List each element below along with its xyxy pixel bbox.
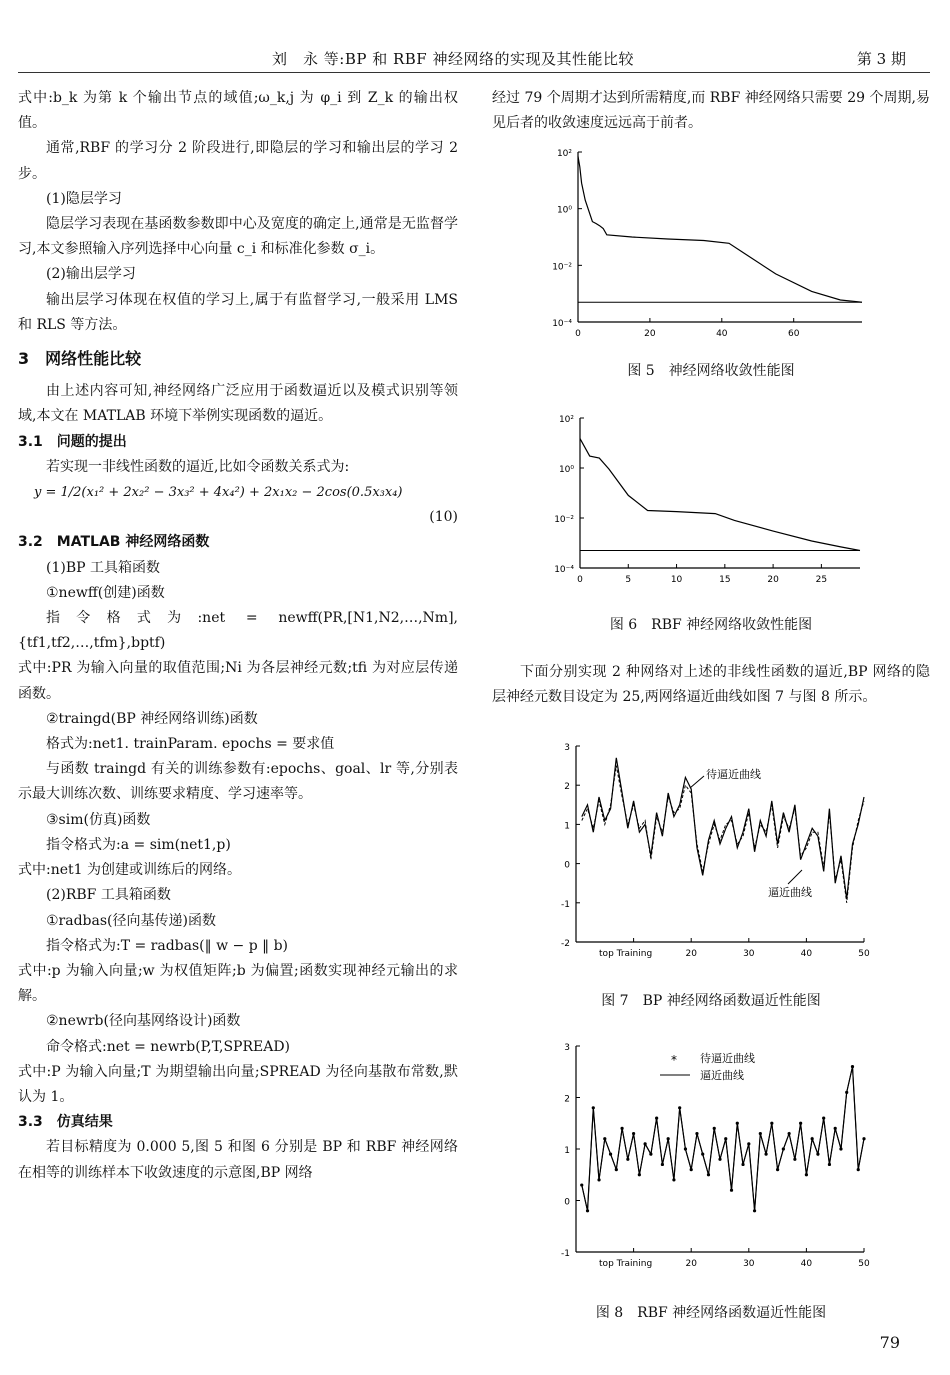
paragraph: 式中:net1 为创建或训练后的网络。	[18, 862, 242, 879]
legend-label: 待逼近曲线	[700, 1052, 755, 1065]
x-tick-label: 60	[787, 329, 800, 339]
y-tick-label: 0	[564, 860, 570, 871]
x-tick-label: 20	[644, 329, 656, 339]
subsection-heading: 3.3 仿真结果	[18, 1114, 113, 1131]
paragraph: 下面分别实现 2 种网络对上述的非线性函数的逼近,BP 网络的隐层神经元数目设定为 25,两网络逼近曲线如图 7 与图 8 所示。	[492, 664, 930, 706]
paragraph: (2)RBF 工具箱函数	[46, 887, 171, 904]
paragraph: 式中:PR 为输入向量的取值范围;Ni 为各层神经元数;tfi 为对应层传递函数。	[18, 660, 458, 702]
header-issue: 第 3 期	[856, 50, 906, 68]
x-tick-label: top Training	[599, 949, 653, 959]
series-line-2	[582, 1067, 864, 1211]
paragraph: 命令格式:net = newrb(P,T,SPREAD)	[46, 1038, 291, 1055]
x-tick-label: 30	[743, 949, 755, 959]
subsection-heading: 3.2 MATLAB 神经网络函数	[18, 534, 210, 551]
y-tick-label: 0	[564, 1197, 570, 1208]
header-rule	[18, 72, 930, 73]
y-tick-label: 10⁻⁴	[554, 565, 574, 575]
y-tick-label: 2	[564, 782, 570, 793]
paragraph: 指令格式为:a = sim(net1,p)	[46, 836, 231, 853]
equation: y = 1/2(x₁² + 2x₂² − 3x₃² + 4x₄²) + 2x₁x₂ − 2cos(0.5x₃x₄)	[34, 485, 403, 501]
x-tick-label: 0	[575, 329, 581, 339]
x-tick-label: 20	[685, 949, 697, 959]
y-tick-label: -2	[561, 939, 570, 949]
paragraph: ②newrb(径向基网络设计)函数	[46, 1013, 241, 1030]
paragraph: (1)BP 工具箱函数	[46, 559, 160, 576]
annotation-pointer	[690, 776, 704, 788]
y-tick-label: 10²	[558, 415, 574, 425]
series-line-1	[578, 156, 862, 302]
y-tick-label: 10⁰	[556, 205, 572, 216]
paragraph: 指令格式为:net = newff(PR,[N1,N2,…,Nm],{tf1,tf2,…,tfm},bptf)	[18, 610, 458, 652]
x-tick-label: 0	[577, 575, 583, 585]
running-header	[0, 48, 950, 70]
fig8-caption: 图 8 RBF 神经网络函数逼近性能图	[595, 1305, 827, 1321]
fig7-chart	[540, 738, 880, 972]
fig6-chart	[540, 406, 880, 598]
series-line-1	[580, 439, 860, 551]
y-tick-label: 2	[564, 1094, 570, 1105]
x-tick-label: 40	[800, 1259, 813, 1269]
x-tick-label: 5	[625, 575, 632, 585]
x-tick-label: 25	[815, 575, 828, 585]
y-tick-label: 10⁻²	[554, 515, 574, 525]
paragraph: 经过 79 个周期才达到所需精度,而 RBF 神经网络只需要 29 个周期,易见后者的收敛速度远远高于前者。	[492, 90, 930, 132]
right-top-text	[492, 86, 930, 136]
section-heading: 3 网络性能比较	[18, 349, 142, 369]
paragraph: (2)输出层学习	[46, 266, 136, 283]
paragraph: ①radbas(径向基传递)函数	[46, 912, 216, 929]
x-tick-label: 20	[685, 1259, 697, 1269]
paragraph: 输出层学习体现在权值的学习上,属于有监督学习,一般采用 LMS 和 RLS 等方法。	[18, 291, 458, 333]
paragraph: 隐层学习表现在基函数参数即中心及宽度的确定上,通常是无监督学习,本文参照输入序列选择中心向量 c_i 和标准化参数 σ_i。	[18, 216, 458, 258]
paragraph: 格式为:net1. trainParam. epochs = 要求值	[46, 736, 335, 753]
paragraph: ②traingd(BP 神经网络训练)函数	[46, 710, 258, 727]
annotation-pointer	[788, 870, 802, 884]
page-number: 79	[879, 1333, 900, 1352]
right-mid-text	[492, 660, 930, 710]
fig6-caption: 图 6 RBF 神经网络收敛性能图	[609, 617, 813, 633]
legend-marker-icon: *	[671, 1053, 677, 1067]
paragraph: 式中:b_k 为第 k 个输出节点的域值;ω_k,j 为 φ_i 到 Z_k 的输出权值。	[18, 90, 458, 132]
paragraph: 若实现一非线性函数的逼近,比如令函数关系式为:	[46, 458, 350, 475]
x-tick-label: 20	[767, 575, 779, 585]
x-tick-label: top Training	[599, 1259, 653, 1269]
y-tick-label: -1	[561, 1249, 570, 1259]
paragraph: 若目标精度为 0.000 5,图 5 和图 6 分别是 BP 和 RBF 神经网络在相等的训练样本下收敛速度的示意图,BP 网络	[18, 1139, 458, 1181]
paragraph: 式中:P 为输入向量;T 为期望输出向量;SPREAD 为径向基散布常数,默认为 1。	[18, 1063, 458, 1105]
left-column	[18, 86, 458, 1186]
paragraph: ③sim(仿真)函数	[46, 811, 151, 828]
x-tick-label: 10	[670, 575, 683, 585]
y-tick-label: 10²	[556, 149, 572, 159]
paragraph: 与函数 traingd 有关的训练参数有:epochs、goal、lr 等,分别表示最大训练次数、训练要求精度、学习速率等。	[18, 761, 458, 803]
fig7-caption: 图 7 BP 神经网络函数逼近性能图	[601, 993, 821, 1009]
equation-number: (10)	[429, 509, 458, 526]
y-tick-label: 10⁻⁴	[552, 319, 572, 329]
x-tick-label: 30	[743, 1259, 755, 1269]
annotation-target: 待逼近曲线	[706, 768, 761, 781]
subsection-heading: 3.1 问题的提出	[18, 433, 127, 450]
fig5-caption: 图 5 神经网络收敛性能图	[627, 363, 795, 379]
fig5-chart	[540, 142, 880, 348]
x-tick-label: 40	[716, 329, 728, 339]
x-tick-label: 15	[719, 575, 731, 585]
y-tick-label: -1	[561, 899, 570, 910]
paragraph: 由上述内容可知,神经网络广泛应用于函数逼近以及模式识别等领域,本文在 MATLAB 环境下举例实现函数的逼近。	[18, 383, 458, 425]
paragraph: 指令格式为:T = radbas(‖ w − p ‖ b)	[46, 937, 288, 954]
paragraph: (1)隐层学习	[46, 190, 122, 207]
x-tick-label: 40	[800, 949, 813, 959]
x-tick-label: 50	[858, 1259, 870, 1269]
y-tick-label: 3	[564, 1043, 570, 1053]
header-title: 刘 永 等:BP 和 RBF 神经网络的实现及其性能比较	[272, 50, 634, 68]
x-tick-label: 50	[858, 949, 870, 959]
series-line-2	[582, 766, 864, 903]
y-tick-label: 1	[564, 1146, 570, 1156]
y-tick-label: 10⁰	[558, 465, 574, 475]
legend-label: 逼近曲线	[700, 1069, 744, 1082]
y-tick-label: 3	[564, 743, 570, 753]
paragraph: ①newff(创建)函数	[46, 584, 165, 601]
annotation-approx: 逼近曲线	[768, 886, 812, 899]
y-tick-label: 1	[564, 821, 570, 832]
paragraph: 式中:p 为输入向量;w 为权值矩阵;b 为偏置;函数实现神经元输出的求解。	[18, 962, 458, 1005]
y-tick-label: 10⁻²	[552, 262, 572, 273]
paragraph: 通常,RBF 的学习分 2 阶段进行,即隐层的学习和输出层的学习 2 步。	[18, 140, 458, 182]
fig8-chart	[540, 1040, 880, 1282]
